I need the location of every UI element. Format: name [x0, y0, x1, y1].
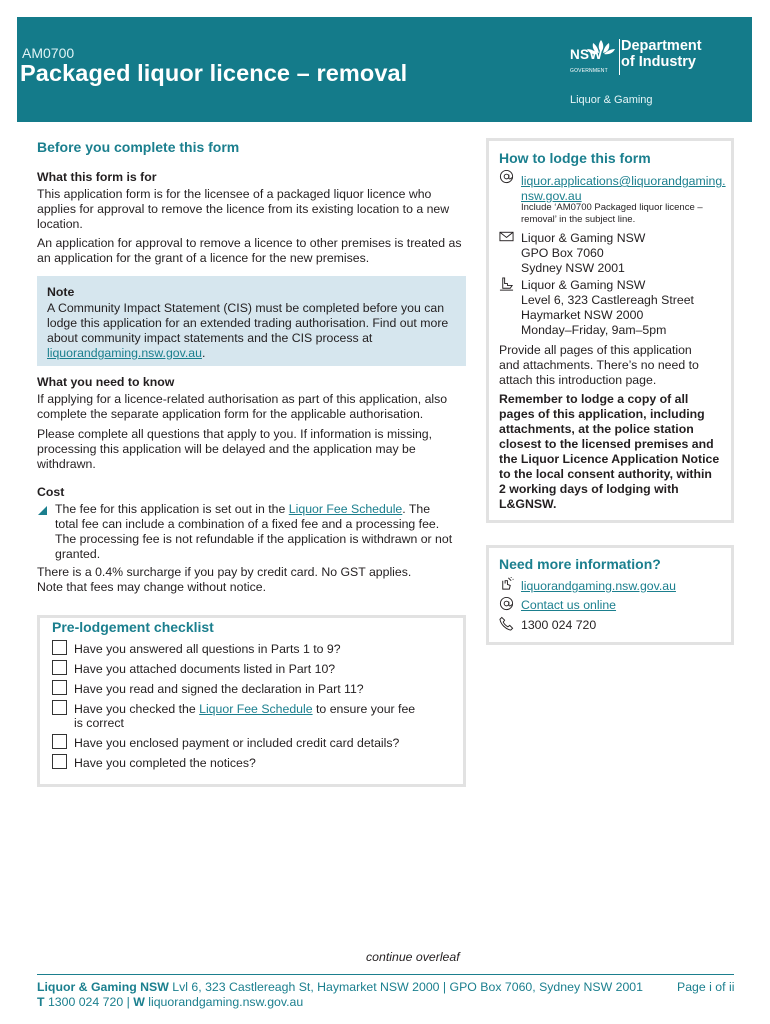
triangle-bullet-icon [38, 506, 47, 515]
checklist-item-4-post: to ensure your fee [316, 702, 416, 716]
info-heading: Need more information? [499, 556, 661, 572]
footer-sep: | [126, 995, 130, 1009]
footer-website[interactable]: liquorandgaming.nsw.gov.au [148, 995, 304, 1009]
note-heading: Note [47, 285, 75, 299]
need-paragraph-2: Please complete all questions that apply to you. If information is missing, processing this application will be delayed and the application may be withdrawn. [37, 427, 433, 471]
cost-bullet-pre: The fee for this application is set out in the [55, 502, 286, 516]
post-line-3: Sydney NSW 2001 [521, 261, 625, 275]
checklist-checkbox[interactable] [52, 734, 67, 749]
lodge-email-link[interactable]: liquor.applications@liquorandgaming. [521, 174, 726, 188]
checklist-item: Have you completed the notices? [74, 756, 256, 770]
page-title: Packaged liquor licence – removal [20, 60, 408, 86]
phone-number: 1300 024 720 [521, 618, 597, 632]
cost-bullet-post: . [402, 502, 406, 516]
what-paragraph-2: An application for approval to remove a licence to other premises is treated as an application for the grant of a licence for the new premises. [37, 236, 462, 265]
need-heading: What you need to know [37, 375, 175, 389]
before-heading: Before you complete this form [37, 139, 240, 155]
what-paragraph-1: This application form is for the licensee of a packaged liquor licence who applies for approval to remove the licence from its existing location to a new location. [37, 187, 450, 231]
person-line-3: Haymarket NSW 2000 [521, 308, 644, 322]
checklist-checkbox[interactable] [52, 700, 67, 715]
lodge-heading: How to lodge this form [499, 150, 651, 166]
email-subject-note: Include ‘AM0700 Packaged liquor licence – removal’ in the subject line. [521, 202, 703, 225]
checklist-item-4-line2: is correct [74, 716, 124, 730]
checklist-fee-link[interactable]: Liquor Fee Schedule [199, 702, 313, 716]
form-code: AM0700 [22, 45, 75, 61]
post-line-1: Liquor & Gaming NSW [521, 231, 646, 245]
footer-address-text: Lvl 6, 323 Castlereagh St, Haymarket NSW 2000 | GPO Box 7060, Sydney NSW 2001 [172, 980, 643, 994]
mail-envelope-icon [499, 229, 514, 244]
checklist-item [74, 702, 454, 717]
logo-divider [619, 39, 620, 75]
cost-bullet [55, 502, 455, 562]
checklist-checkbox[interactable] [52, 640, 67, 655]
checklist-item: Have you read and signed the declaration in Part 11? [74, 682, 364, 696]
cost-bullet-rest: The total fee can include a combination of a fixed fee and a processing fee. The processing fee is not refundable if the application is withdrawn or not granted. [55, 502, 453, 561]
footer-divider [37, 974, 734, 975]
footer-phone: 1300 024 720 [47, 995, 124, 1009]
note-end: . [201, 346, 206, 360]
footer-address [37, 980, 643, 995]
need-paragraph-1: If applying for a licence-related authorisation as part of this application, also complete the separate application form for the applicable authorisation. [37, 392, 448, 421]
website-link[interactable]: liquorandgaming.nsw.gov.au [521, 579, 676, 593]
checklist-item-4-pre: Have you checked the [74, 702, 196, 716]
remember-text: Remember to lodge a copy of all pages of this application, including attachments, at the police station closest to the licensed premises and the Liquor Licence Application Notice to the local consent authority, within 2 working days of lodging with L&GNSW. [499, 392, 720, 511]
lodge-email-link-2[interactable]: nsw.gov.au [521, 189, 582, 203]
footer-org: Liquor & Gaming NSW [37, 980, 169, 994]
fee-schedule-link[interactable]: Liquor Fee Schedule [288, 502, 403, 516]
note-box [37, 276, 466, 366]
checklist-checkbox[interactable] [52, 754, 67, 769]
note-link[interactable]: liquorandgaming.nsw.gov.au [47, 346, 202, 360]
nsw-logo-text: NSW [570, 47, 603, 62]
email-at-icon [499, 169, 514, 184]
sub-brand: Liquor & Gaming [570, 94, 653, 106]
what-heading: What this form is for [37, 170, 157, 184]
web-click-icon [499, 576, 514, 591]
contact-link[interactable]: Contact us online [521, 598, 617, 612]
continue-overleaf: continue overleaf [366, 950, 460, 964]
checklist-checkbox[interactable] [52, 660, 67, 675]
person-line-2: Level 6, 323 Castlereagh Street [521, 293, 694, 307]
government-logo-text: GOVERNMENT [570, 68, 608, 74]
department-name [621, 38, 702, 70]
contact-at-icon [499, 596, 514, 611]
provide-text: Provide all pages of this application and attachments. There’s no need to attach this introduction page. [499, 343, 699, 387]
in-person-icon [499, 277, 514, 292]
cost-heading: Cost [37, 485, 65, 499]
checklist-item: Have you enclosed payment or included credit card details? [74, 736, 400, 750]
footer-t-label: T [37, 995, 45, 1009]
phone-icon [499, 616, 514, 631]
note-body: A Community Impact Statement (CIS) must be completed before you can lodge this application for an extended trading authorisation. Find out more about community impact statements and the CIS process at [47, 301, 449, 345]
person-line-4: Monday–Friday, 9am–5pm [521, 323, 667, 337]
checklist-heading: Pre-lodgement checklist [52, 619, 214, 635]
checklist-item: Have you answered all questions in Parts 1 to 9? [74, 642, 341, 656]
checklist-checkbox[interactable] [52, 680, 67, 695]
person-line-1: Liquor & Gaming NSW [521, 278, 646, 292]
checklist-item: Have you attached documents listed in Part 10? [74, 662, 336, 676]
dept-line-1: Department [621, 38, 702, 54]
page-number: Page i of ii [677, 980, 735, 994]
post-line-2: GPO Box 7060 [521, 246, 604, 260]
footer-contact [37, 995, 303, 1010]
footer-w-label: W [133, 995, 145, 1009]
dept-line-2: of Industry [621, 54, 696, 70]
cost-paragraph-2: There is a 0.4% surcharge if you pay by credit card. No GST applies. Note that fees may change without notice. [37, 565, 412, 594]
note-text [47, 301, 457, 361]
